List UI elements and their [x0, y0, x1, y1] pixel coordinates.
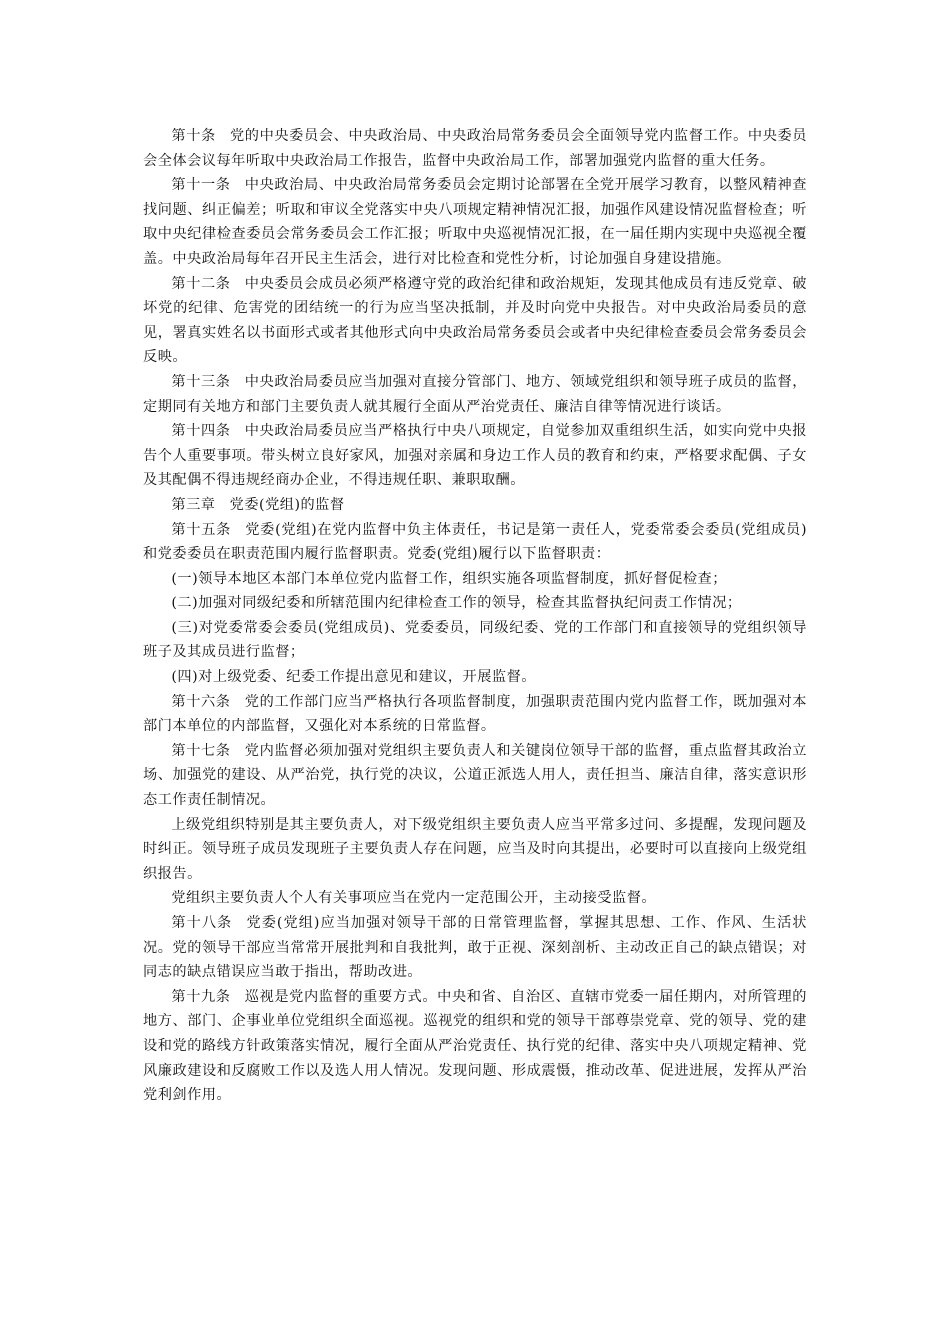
article-number: 第十八条 [171, 915, 233, 931]
article-number: 第十九条 [171, 988, 231, 1005]
paragraph-text: 中央政治局委员应当严格执行中央八项规定，自觉参加双重组织生活，如实向党中央报告个人重要事项。带头树立良好家风，加强对亲属和身边工作人员的教育和约束，严格要求配偶、子女及其配偶不得违规经商办企业，不得违规任职、兼职取酬。 [143, 423, 807, 489]
chapter-number: 第三章 [171, 496, 216, 513]
paragraph-article-10 [143, 124, 807, 173]
article-number: 第十四条 [171, 423, 231, 440]
paragraph-text: 中央委员会成员必须严格遵守党的政治纪律和政治规矩，发现其他成员有违反党章、破坏党的纪律、危害党的团结统一的行为应当坚决抵制，并及时向党中央报告。对中央政治局委员的意见，署真实姓名以书面形式或者其他形式向中央政治局常务委员会或者中央纪律检查委员会常务委员会反映。 [143, 275, 807, 366]
paragraph-text: 党内监督必须加强对党组织主要负责人和关键岗位领导干部的监督，重点监督其政治立场、加强党的建设、从严治党，执行党的决议，公道正派选人用人，责任担当、廉洁自律，落实意识形态工作责任制情况。 [143, 742, 807, 809]
paragraph-article-15 [143, 518, 807, 567]
paragraph-text: (四)对上级党委、纪委工作提出意见和建议，开展监督。 [171, 669, 536, 686]
list-item-3 [143, 616, 807, 665]
article-number: 第十五条 [171, 521, 232, 538]
paragraph-text: 党委(党组)应当加强对领导干部的日常管理监督，掌握其思想、工作、作风、生活状况。党的领导干部应当常常开展批判和自我批判，敢于正视、深刻剖析、主动改正自己的缺点错误；对同志的缺点错误应当敢于指出，帮助改进。 [143, 915, 807, 981]
paragraph-text: (二)加强对同级纪委和所辖范围内纪律检查工作的领导，检查其监督执纪问责工作情况； [171, 595, 742, 612]
paragraph-article-19 [143, 985, 807, 1108]
paragraph-article-12 [143, 272, 807, 370]
article-number: 第十七条 [171, 742, 231, 759]
list-item-4 [143, 665, 807, 690]
paragraph-article-17-cont-1 [143, 813, 807, 887]
paragraph-article-17-cont-2 [143, 886, 807, 911]
chapter-title: 党委(党组)的监督 [229, 496, 345, 513]
article-number: 第十六条 [171, 693, 231, 710]
paragraph-text: 中央政治局、中央政治局常务委员会定期讨论部署在全党开展学习教育，以整风精神查找问题、纠正偏差；听取和审议全党落实中央八项规定精神情况汇报，加强作风建设情况监督检查；听取中央纪律检查委员会常务委员会工作汇报；听取中央巡视情况汇报，在一届任期内实现中央巡视全覆盖。中央政治局每年召开民主生活会，进行对比检查和党性分析，讨论加强自身建设措施。 [143, 177, 807, 267]
chapter-heading [143, 493, 807, 518]
article-number: 第十一条 [171, 177, 231, 194]
paragraph-article-11 [143, 173, 807, 271]
paragraph-article-16 [143, 690, 807, 739]
paragraph-text: 党委(党组)在党内监督中负主体责任，书记是第一责任人，党委常委会委员(党组成员)和党委委员在职责范围内履行监督职责。党委(党组)履行以下监督职责： [143, 521, 807, 563]
paragraph-text: 党组织主要负责人个人有关事项应当在党内一定范围公开，主动接受监督。 [171, 890, 657, 907]
paragraph-text: 党的中央委员会、中央政治局、中央政治局常务委员会全面领导党内监督工作。中央委员会全体会议每年听取中央政治局工作报告，监督中央政治局工作，部署加强党内监督的重大任务。 [143, 128, 807, 169]
paragraph-text: 党的工作部门应当严格执行各项监督制度，加强职责范围内党内监督工作，既加强对本部门本单位的内部监督，又强化对本系统的日常监督。 [143, 693, 807, 735]
document-page [143, 124, 807, 1108]
list-item-2 [143, 591, 807, 616]
paragraph-article-13 [143, 370, 807, 419]
paragraph-article-17 [143, 739, 807, 813]
paragraph-article-18 [143, 911, 807, 985]
paragraph-article-14 [143, 419, 807, 493]
article-number: 第十二条 [171, 275, 231, 292]
article-number: 第十条 [171, 128, 216, 144]
list-item-1 [143, 567, 807, 592]
paragraph-text: (一)领导本地区本部门本单位党内监督工作，组织实施各项监督制度，抓好督促检查； [171, 570, 727, 587]
paragraph-text: (三)对党委常委会委员(党组成员)、党委委员，同级纪委、党的工作部门和直接领导的党组织领导班子及其成员进行监督； [143, 619, 807, 661]
article-number: 第十三条 [171, 373, 231, 390]
paragraph-text: 上级党组织特别是其主要负责人，对下级党组织主要负责人应当平常多过问、多提醒，发现问题及时纠正。领导班子成员发现班子主要负责人存在问题，应当及时向其提出，必要时可以直接向上级党组织报告。 [143, 816, 807, 882]
paragraph-text: 中央政治局委员应当加强对直接分管部门、地方、领域党组织和领导班子成员的监督，定期同有关地方和部门主要负责人就其履行全面从严治党责任、廉洁自律等情况进行谈话。 [143, 373, 807, 415]
paragraph-text: 巡视是党内监督的重要方式。中央和省、自治区、直辖市党委一届任期内，对所管理的地方、部门、企事业单位党组织全面巡视。巡视党的组织和党的领导干部尊崇党章、党的领导、党的建设和党的路线方针政策落实情况，履行全面从严治党责任、执行党的纪律、落实中央八项规定精神、党风廉政建设和反腐败工作以及选人用人情况。发现问题、形成震慑，推动改革、促进进展，发挥从严治党利剑作用。 [143, 988, 807, 1104]
